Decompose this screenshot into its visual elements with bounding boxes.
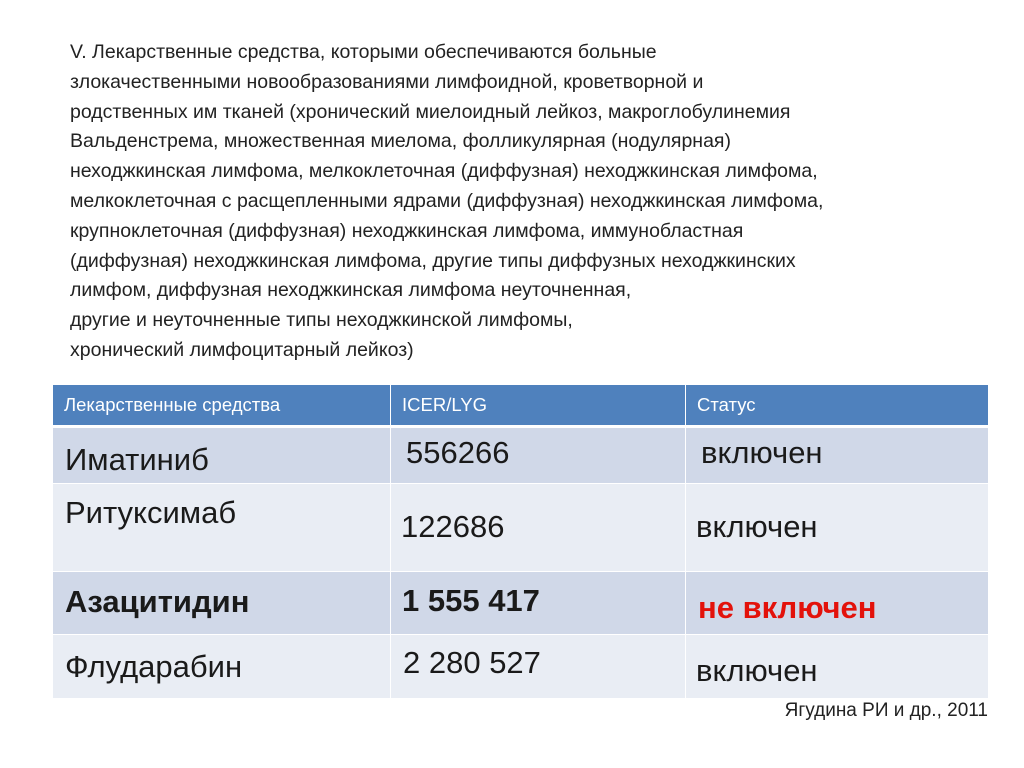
drug-name: Азацитидин [65,584,250,619]
intro-line: родственных им тканей (хронический миелоидный лейкоз, макроглобулинемия [70,100,791,123]
status-cell [686,572,988,635]
intro-line: другие и неуточненные типы неходжкинской лимфомы, [70,309,573,332]
icer-value: 122686 [401,509,505,544]
drug-name: Флударабин [65,649,243,684]
header-drugs [53,385,391,428]
intro-line: хронический лимфоцитарный лейкоз) [70,338,414,361]
icer-cell [391,635,686,699]
status-value: включен [696,653,818,688]
table-header-row [53,385,988,428]
intro-paragraph [70,38,990,366]
drug-cell [53,428,391,484]
drug-cell [53,484,391,572]
intro-line: неходжкинская лимфома, мелкоклеточная (диффузная) неходжкинская лимфома, [70,160,818,183]
table-row [53,484,988,572]
status-cell [686,428,988,484]
table-row [53,635,988,699]
intro-line: Вальденстрема, множественная миелома, фолликулярная (нодулярная) [70,130,731,153]
status-value: включен [701,435,823,470]
header-drugs-label: Лекарственные средства [64,394,281,415]
intro-line: крупноклеточная (диффузная) неходжкинская лимфома, иммунобластная [70,219,744,242]
status-value: включен [696,509,818,544]
status-cell [686,484,988,572]
drug-cell [53,635,391,699]
table-row [53,572,988,635]
icer-value: 1 555 417 [402,583,540,618]
header-icer [391,385,686,428]
icer-cell [391,572,686,635]
header-icer-label: ICER/LYG [402,394,487,415]
citation: Ягудина РИ и др., 2011 [784,700,988,721]
icer-cell [391,428,686,484]
icer-value: 2 280 527 [403,645,541,680]
drug-name: Иматиниб [65,442,209,477]
drug-table [53,385,988,699]
header-status [686,385,988,428]
icer-cell [391,484,686,572]
drug-cell [53,572,391,635]
status-value-excluded: не включен [698,590,877,625]
header-status-label: Статус [697,394,756,415]
drug-name: Ритуксимаб [65,495,237,530]
status-cell [686,635,988,699]
intro-line: лимфом, диффузная неходжкинская лимфома неуточненная, [70,279,632,302]
intro-line: (диффузная) неходжкинская лимфома, другие типы диффузных неходжкинских [70,249,796,272]
icer-value: 556266 [406,435,510,470]
intro-line: мелкоклеточная с расщепленными ядрами (диффузная) неходжкинская лимфома, [70,189,824,212]
intro-line: злокачественными новообразованиями лимфоидной, кроветворной и [70,70,704,93]
table-row [53,428,988,484]
intro-line: V. Лекарственные средства, которыми обеспечиваются больные [70,41,657,63]
